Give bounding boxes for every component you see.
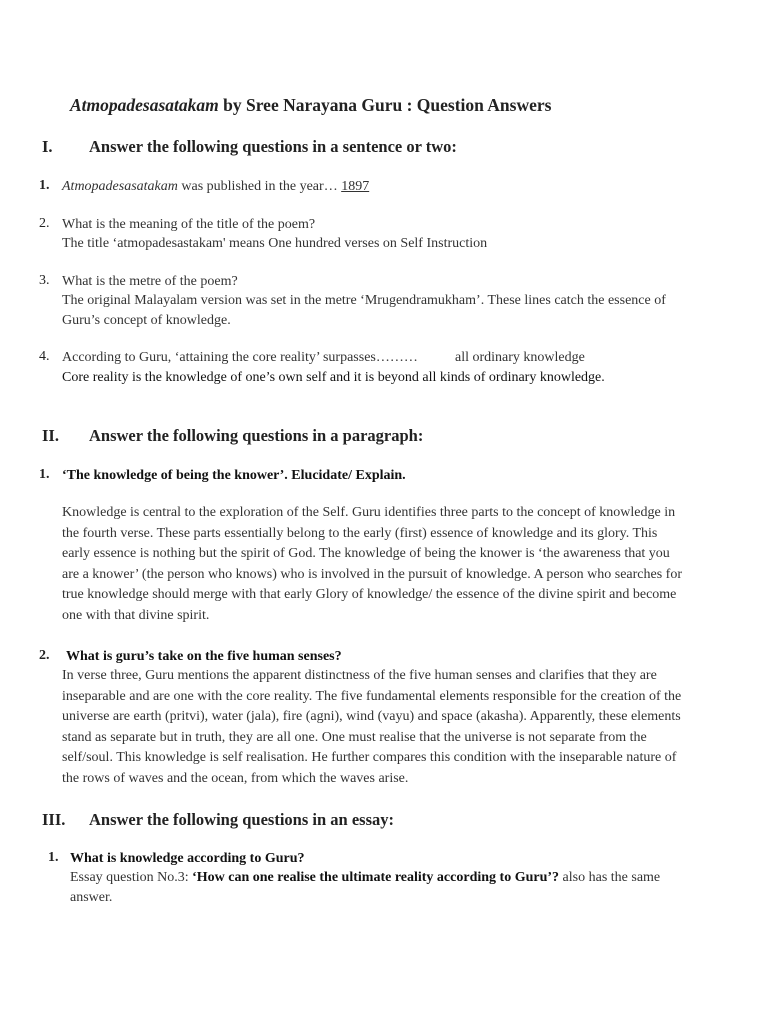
section2-heading: Answer the following questions in a paragraph: [89,426,424,445]
s1-q4-number: 4. [39,349,50,364]
s2-q2-line: universe are earth (pritvi), water (jala), fire (agni), wind (vayu) and space (akasha). Apparently, these elements [62,709,681,725]
s1-q3-number: 3. [39,273,50,288]
s1-q4-question: According to Guru, ‘attaining the core reality’ surpasses……… [62,350,418,365]
section2-numeral: II. [42,426,59,445]
s1-q3-question: What is the metre of the poem? [62,274,238,289]
s2-q2-line: the rows of waves and the ocean, from which the waves arise. [62,770,409,786]
s1-q3-answer-line1: The original Malayalam version was set in the metre ‘Mrugendramukham’. These lines catch the essence of [62,293,666,308]
s2-q1-line: are a knower’ (the person who knows) who is involved in the pursuit of knowledge. A person who searches for [62,566,683,582]
s1-q1-italic: Atmopadesasatakam [62,179,178,194]
title-italic: Atmopadesasatakam [70,95,219,115]
s2-q1-line: true knowledge should merge with that early Glory of knowledge/ the essence of the divine spirit and become [62,587,677,603]
section3-numeral: III. [42,810,66,829]
section1-numeral: I. [42,137,53,156]
s3-q1-number: 1. [48,850,59,865]
s1-q4-answer: Core reality is the knowledge of one’s own self and it is beyond all kinds of ordinary knowledge. [62,370,605,385]
s2-q2-line: In verse three, Guru mentions the apparent distinctness of the five human senses and clarifies that they are [62,668,657,683]
s2-q1-question: ‘The knowledge of being the knower’. Elucidate/ Explain. [62,468,406,483]
s1-q1-number: 1. [39,178,50,193]
section3-heading: Answer the following questions in an essay: [89,810,394,829]
s2-q1-answer [62,503,736,627]
s2-q2-line: stand as separate but in truth, they are all one. One must realise that the universe is not separate from the [62,729,647,745]
s2-q2-number: 2. [39,648,50,663]
s2-q2-question: What is guru’s take on the five human senses? [66,649,342,664]
s2-q1-line: Knowledge is central to the exploration of the Self. Guru identifies three parts to the concept of knowledge in [62,505,676,520]
s1-q1-question: was published in the year… [177,179,342,194]
s2-q1-line: one with that divine spirit. [62,607,210,623]
s3-q1-note-line2: answer. [70,890,113,905]
s1-q2-question: What is the meaning of the title of the poem? [62,217,316,232]
s1-q2-answer: The title ‘atmopadesastakam' means One hundred verses on Self Instruction [62,236,488,251]
s1-q2-number: 2. [39,216,50,231]
s3-q1-note [70,868,660,889]
page-title [70,95,551,116]
s2-q1-number: 1. [39,467,50,482]
title-rest: by Sree Narayana Guru : Question Answers [218,95,552,115]
s3-q1-question: What is knowledge according to Guru? [70,851,305,866]
s3-q1-note-bold: ‘How can one realise the ultimate reality according to Guru’? [192,870,560,885]
s1-q4-fill: all ordinary knowledge [455,350,585,365]
s2-q1-line: early essence is nothing but the spirit of God. The knowledge of being the knower is ‘the awareness that you [62,546,670,562]
s2-q1-line: the fourth verse. These parts essentially belong to the early (first) essence of knowledge and its glory. This [62,525,658,541]
section1-heading: Answer the following questions in a sentence or two: [89,137,457,156]
s1-q3-answer-line2: Guru’s concept of knowledge. [62,313,231,328]
s2-q2-answer [62,666,736,790]
s1-q1-text [62,177,369,198]
s1-q1-answer: 1897 [341,179,370,194]
s2-q2-line: inseparable and are one with the core reality. The five fundamental elements responsible for the creation of the [62,688,682,704]
s3-q1-note-prefix: Essay question No.3: [70,870,193,885]
s3-q1-note-suffix: also has the same [559,870,661,885]
s2-q2-line: self/soul. This knowledge is self realisation. He further compares this condition with the inseparable nature of [62,750,677,766]
